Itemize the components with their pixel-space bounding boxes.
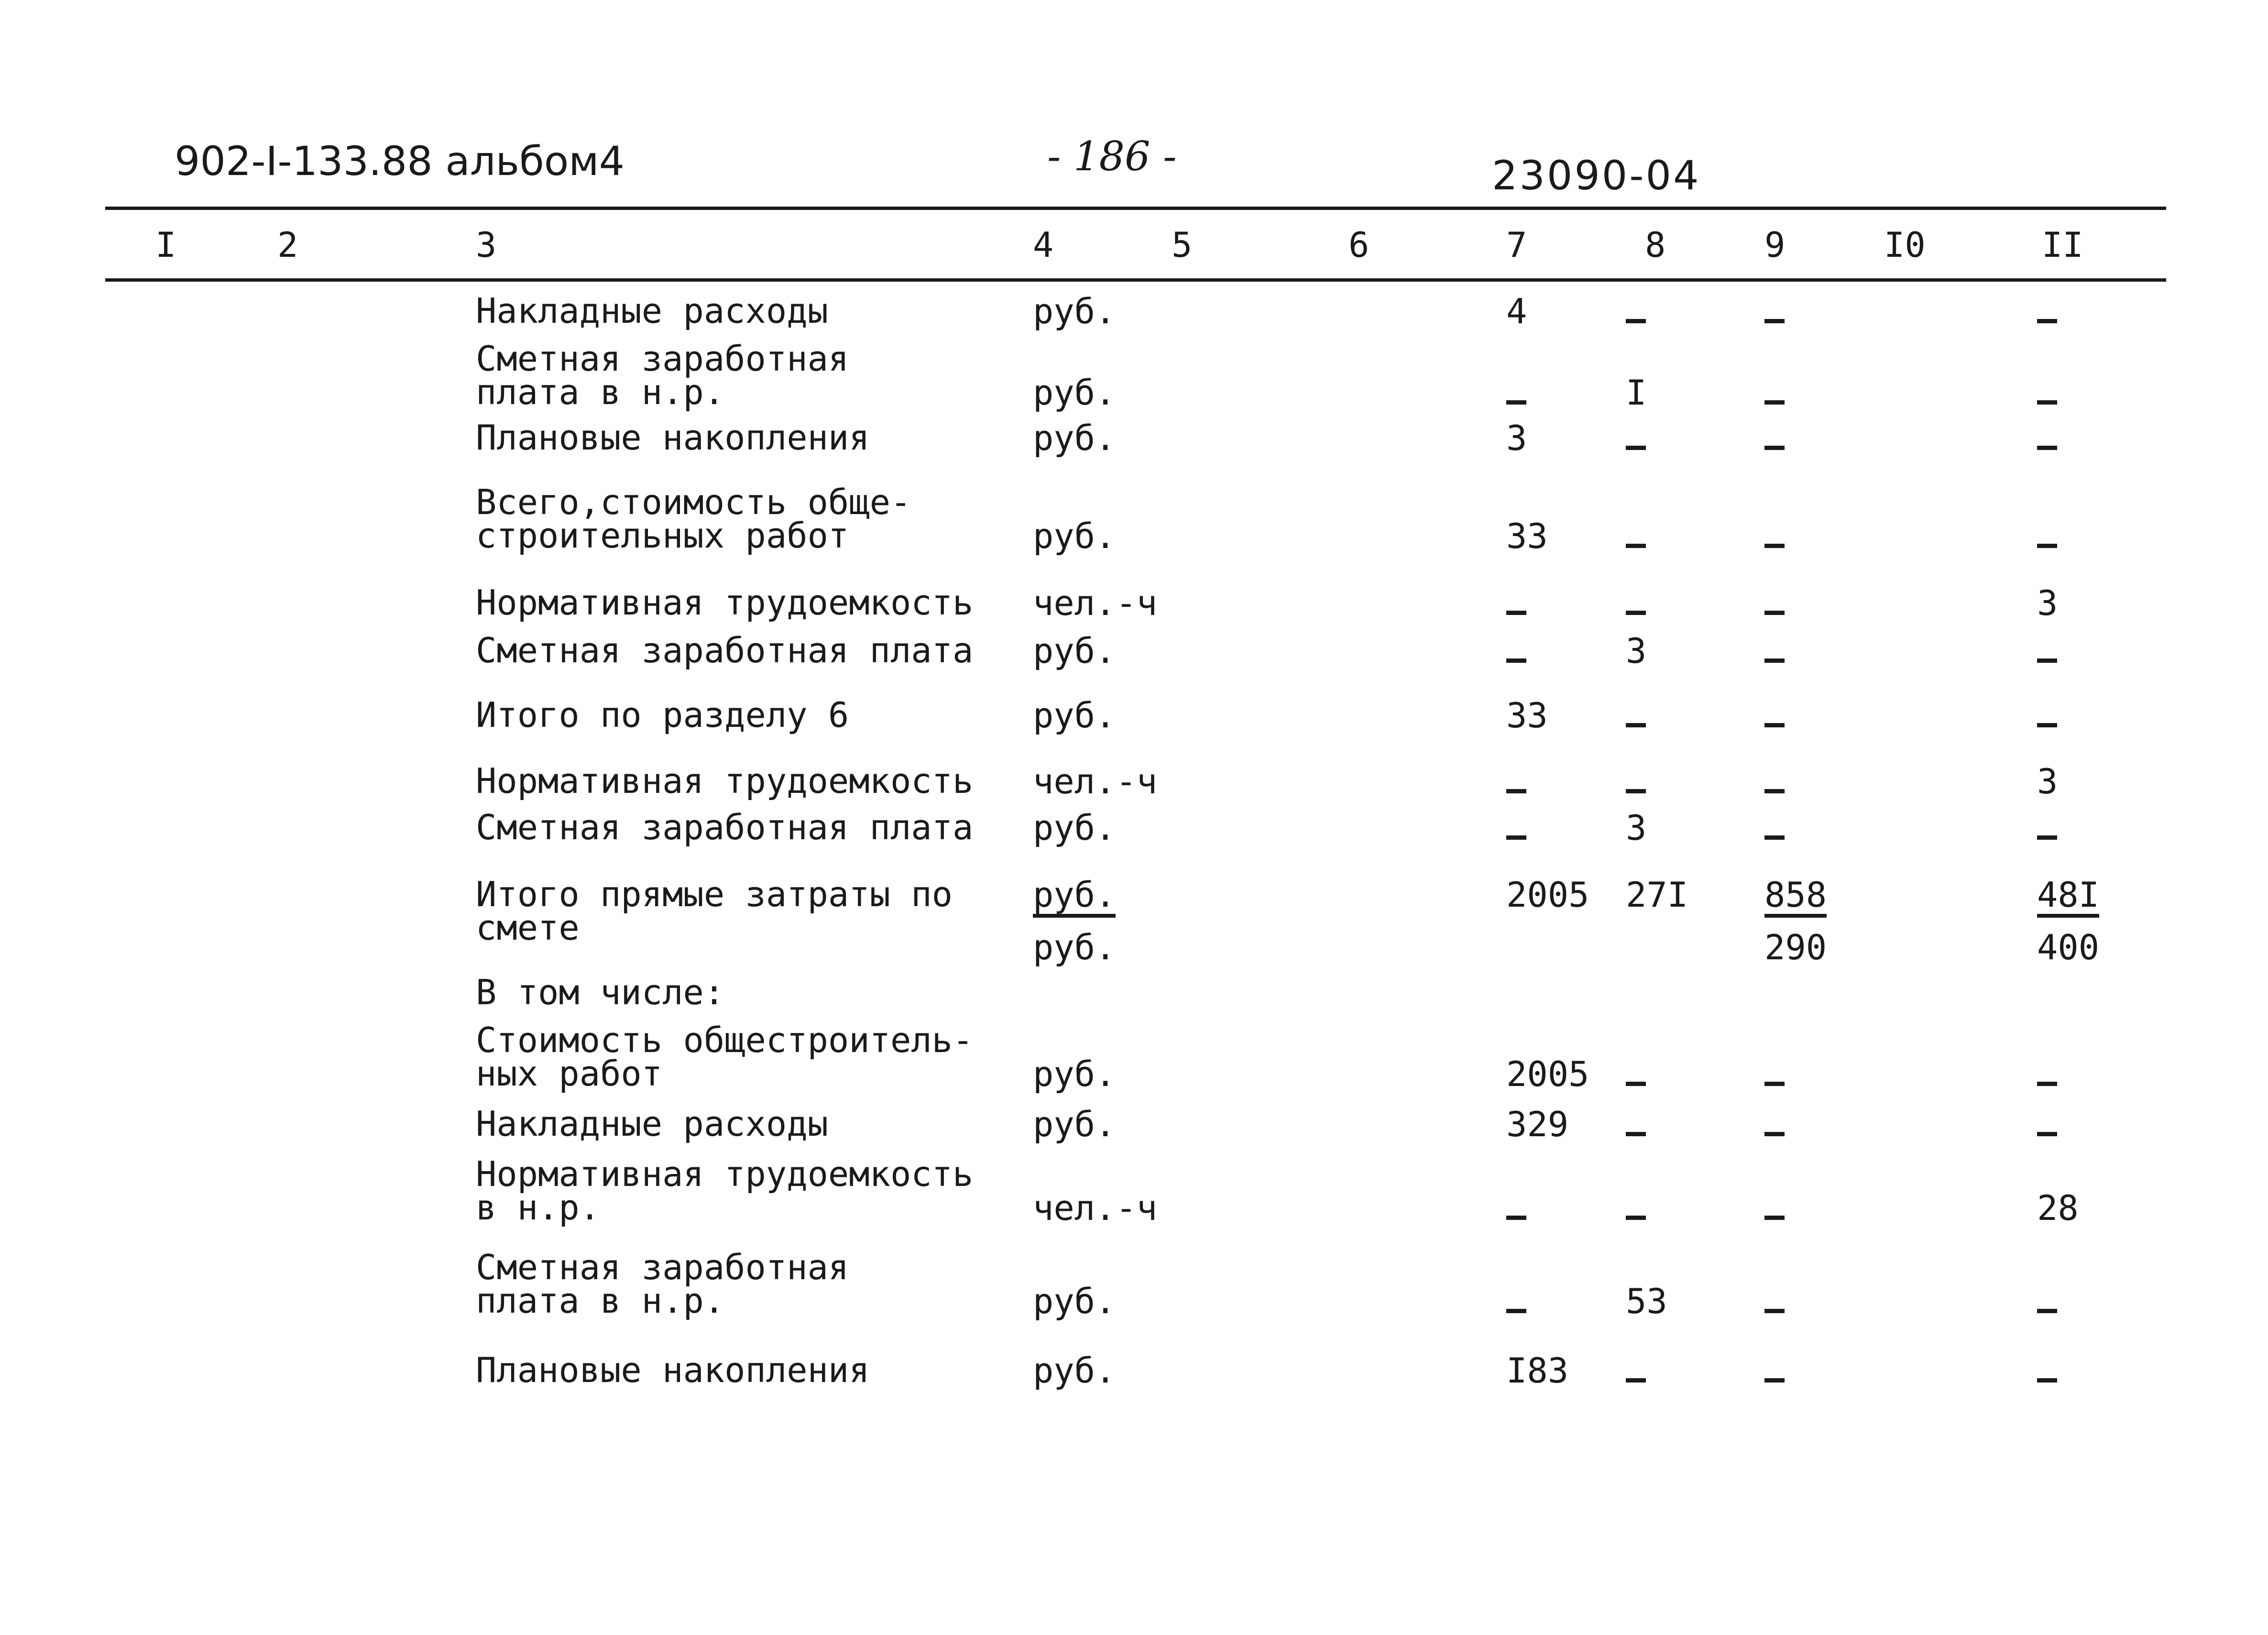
unit-cell: чел.-ч bbox=[1033, 1188, 1158, 1228]
col11-value bbox=[2037, 1057, 2057, 1091]
column-header: 9 bbox=[1764, 225, 1786, 265]
item-name: Сметная заработная плата в н.р. bbox=[476, 339, 849, 412]
unit-cell: руб. bbox=[1033, 631, 1116, 671]
col9-value bbox=[1764, 294, 1785, 329]
unit-cell-second: руб. bbox=[1033, 927, 1116, 967]
column-header: 5 bbox=[1172, 225, 1193, 265]
col8-value: 3 bbox=[1626, 631, 1647, 671]
col8-value bbox=[1626, 519, 1646, 553]
unit-cell: чел.-ч bbox=[1033, 761, 1158, 801]
item-name: Сметная заработная плата в н.р. bbox=[476, 1247, 849, 1321]
column-header: 3 bbox=[476, 225, 497, 265]
document-code: 23090-04 bbox=[1492, 152, 1701, 199]
col7-value bbox=[1506, 1191, 1526, 1225]
page-number: - 186 - bbox=[1047, 133, 1177, 180]
col8-value: 27I bbox=[1626, 875, 1688, 915]
item-name: В том числе: bbox=[476, 972, 725, 1012]
col9-value bbox=[1764, 811, 1785, 845]
item-name: Нормативная трудоемкость bbox=[476, 761, 974, 801]
col7-value: 2005 bbox=[1506, 1054, 1589, 1094]
col7-value: 2005 bbox=[1506, 875, 1589, 915]
col11-value: 48I bbox=[2037, 878, 2099, 918]
column-header: 8 bbox=[1645, 225, 1666, 265]
col8-value bbox=[1626, 586, 1646, 620]
unit-cell: руб. bbox=[1033, 808, 1116, 848]
col9-value bbox=[1764, 375, 1785, 410]
unit-cell: руб. bbox=[1033, 1281, 1116, 1321]
col8-value bbox=[1626, 294, 1646, 329]
col7-value: 33 bbox=[1506, 516, 1548, 556]
col7-value bbox=[1506, 634, 1526, 668]
col11-value bbox=[2037, 1284, 2057, 1318]
header-rule-bottom bbox=[105, 278, 2166, 282]
item-name: Накладные расходы bbox=[476, 291, 828, 331]
column-header: 4 bbox=[1033, 225, 1054, 265]
col8-value: 3 bbox=[1626, 808, 1647, 848]
col9-value bbox=[1764, 1191, 1785, 1225]
col11-value: 28 bbox=[2037, 1188, 2079, 1228]
unit-cell: руб. bbox=[1033, 516, 1116, 556]
col9-value bbox=[1764, 586, 1785, 620]
item-name: Сметная заработная плата bbox=[476, 630, 974, 670]
unit-cell: руб. bbox=[1033, 291, 1116, 331]
col11-value bbox=[2037, 634, 2057, 668]
col8-value bbox=[1626, 1353, 1646, 1388]
col8-value bbox=[1626, 764, 1646, 799]
col11-value bbox=[2037, 811, 2057, 845]
col8-value bbox=[1626, 1057, 1646, 1091]
col9-value: 858 bbox=[1764, 878, 1827, 918]
col11-value bbox=[2037, 519, 2057, 553]
item-name: Итого по разделу 6 bbox=[476, 695, 849, 735]
unit-cell: руб. bbox=[1033, 1350, 1116, 1391]
column-header: 2 bbox=[277, 225, 298, 265]
col7-value bbox=[1506, 764, 1526, 799]
item-name: Плановые накопления bbox=[476, 1350, 870, 1390]
col8-value bbox=[1626, 698, 1646, 733]
col9-value bbox=[1764, 764, 1785, 799]
col9-value bbox=[1764, 634, 1785, 668]
item-name: Итого прямые затраты по смете bbox=[476, 874, 953, 948]
col11-value bbox=[2037, 1107, 2057, 1141]
unit-cell: руб. bbox=[1033, 878, 1116, 918]
col11-value-second: 400 bbox=[2037, 927, 2100, 967]
col7-value: 329 bbox=[1506, 1104, 1569, 1144]
item-name: Нормативная трудоемкость в н.р. bbox=[476, 1154, 974, 1228]
col9-value bbox=[1764, 421, 1785, 455]
col7-value: 4 bbox=[1506, 291, 1527, 331]
col7-value bbox=[1506, 586, 1526, 620]
col7-value bbox=[1506, 375, 1526, 410]
col7-value: 33 bbox=[1506, 695, 1548, 735]
col9-value bbox=[1764, 1353, 1785, 1388]
document-reference: 902-I-133.88 альбом4 bbox=[175, 138, 625, 185]
unit-cell: руб. bbox=[1033, 373, 1116, 413]
unit-cell: чел.-ч bbox=[1033, 583, 1158, 623]
col11-value bbox=[2037, 1353, 2057, 1388]
col9-value bbox=[1764, 1284, 1785, 1318]
item-name: Стоимость общестроитель- ных работ bbox=[476, 1020, 974, 1094]
col7-value bbox=[1506, 811, 1526, 845]
col11-value bbox=[2037, 698, 2057, 733]
item-name: Нормативная трудоемкость bbox=[476, 582, 974, 623]
col7-value: I83 bbox=[1506, 1350, 1569, 1391]
header-rule-top bbox=[105, 207, 2166, 210]
col11-value: 3 bbox=[2037, 583, 2058, 623]
unit-cell: руб. bbox=[1033, 418, 1116, 458]
col9-value bbox=[1764, 1107, 1785, 1141]
col7-value: 3 bbox=[1506, 418, 1527, 458]
item-name: Всего,стоимость обще- строительных работ bbox=[476, 482, 911, 556]
column-header: I0 bbox=[1884, 225, 1926, 265]
col11-value bbox=[2037, 375, 2057, 410]
col8-value bbox=[1626, 1191, 1646, 1225]
item-name: Плановые накопления bbox=[476, 417, 870, 458]
col8-value: I bbox=[1626, 373, 1647, 413]
unit-cell: руб. bbox=[1033, 1054, 1116, 1094]
col8-value: 53 bbox=[1626, 1281, 1667, 1321]
unit-cell: руб. bbox=[1033, 1104, 1116, 1144]
col9-value-second: 290 bbox=[1764, 927, 1827, 967]
column-header: 6 bbox=[1348, 225, 1370, 265]
col8-value bbox=[1626, 421, 1646, 455]
col11-value bbox=[2037, 294, 2057, 329]
col9-value bbox=[1764, 1057, 1785, 1091]
col11-value: 3 bbox=[2037, 761, 2058, 801]
column-header: I bbox=[155, 225, 176, 265]
col11-value bbox=[2037, 421, 2057, 455]
unit-cell: руб. bbox=[1033, 695, 1116, 735]
col9-value bbox=[1764, 698, 1785, 733]
item-name: Накладные расходы bbox=[476, 1104, 828, 1144]
item-name: Сметная заработная плата bbox=[476, 807, 974, 847]
column-header: 7 bbox=[1506, 225, 1527, 265]
column-header-row bbox=[0, 225, 2268, 273]
col9-value bbox=[1764, 519, 1785, 553]
col7-value bbox=[1506, 1284, 1526, 1318]
column-header: II bbox=[2042, 225, 2083, 265]
col8-value bbox=[1626, 1107, 1646, 1141]
